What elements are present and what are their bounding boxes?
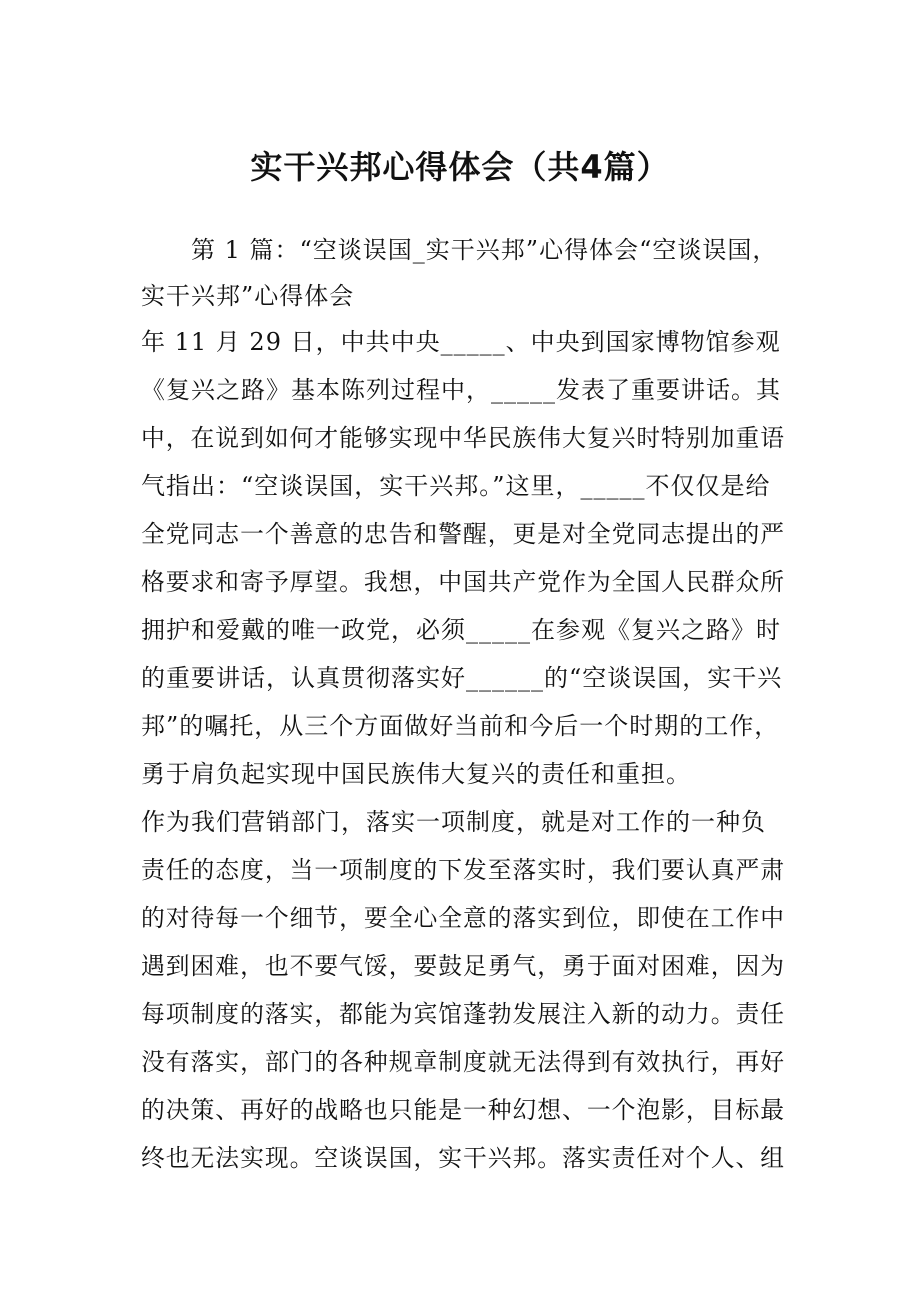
text-line: 每项制度的落实，都能为宾馆蓬勃发展注入新的动力。责任: [141, 1000, 785, 1028]
text-line: 的决策、再好的战略也只能是一种幻想、一个泡影，目标最: [141, 1096, 785, 1124]
text-line: 的重要讲话，认真贯彻落实好______的“空谈误国，实干兴: [141, 664, 783, 692]
text-line: 责任的态度，当一项制度的下发至落实时，我们要认真严肃: [141, 856, 785, 884]
text-line: 气指出：“空谈误国，实干兴邦。”这里，_____不仅仅是给: [141, 472, 771, 500]
text-line: 全党同志一个善意的忠告和警醒，更是对全党同志提出的严: [141, 520, 785, 548]
text-line: 中，在说到如何才能够实现中华民族伟大复兴时特别加重语: [141, 424, 785, 452]
text-line: 的对待每一个细节，要全心全意的落实到位，即使在工作中: [141, 904, 785, 932]
text-line: 实干兴邦”心得体会: [141, 282, 355, 310]
text-line: 遇到困难，也不要气馁，要鼓足勇气，勇于面对困难，因为: [141, 952, 785, 980]
text-line: 格要求和寄予厚望。我想，中国共产党作为全国人民群众所: [141, 568, 785, 596]
document-title: 实干兴邦心得体会（共4篇）: [250, 148, 670, 186]
text-line: 终也无法实现。空谈误国，实干兴邦。落实责任对个人、组: [141, 1144, 785, 1172]
text-line: 年 11 月 29 日，中共中央_____、中央到国家博物馆参观: [141, 328, 781, 356]
text-line: 作为我们营销部门，落实一项制度，就是对工作的一种负: [141, 808, 766, 836]
text-line: 拥护和爱戴的唯一政党，必须_____在参观《复兴之路》时: [141, 616, 781, 644]
text-line: 勇于肩负起实现中国民族伟大复兴的责任和重担。: [141, 760, 691, 788]
text-line: 第 1 篇：“空谈误国_实干兴邦”心得体会“空谈误国，: [141, 236, 778, 264]
text-line: 邦”的嘱托，从三个方面做好当前和今后一个时期的工作，: [141, 712, 780, 740]
text-line: 《复兴之路》基本陈列过程中，_____发表了重要讲话。其: [141, 376, 781, 404]
text-line: 没有落实，部门的各种规章制度就无法得到有效执行，再好: [141, 1048, 785, 1076]
